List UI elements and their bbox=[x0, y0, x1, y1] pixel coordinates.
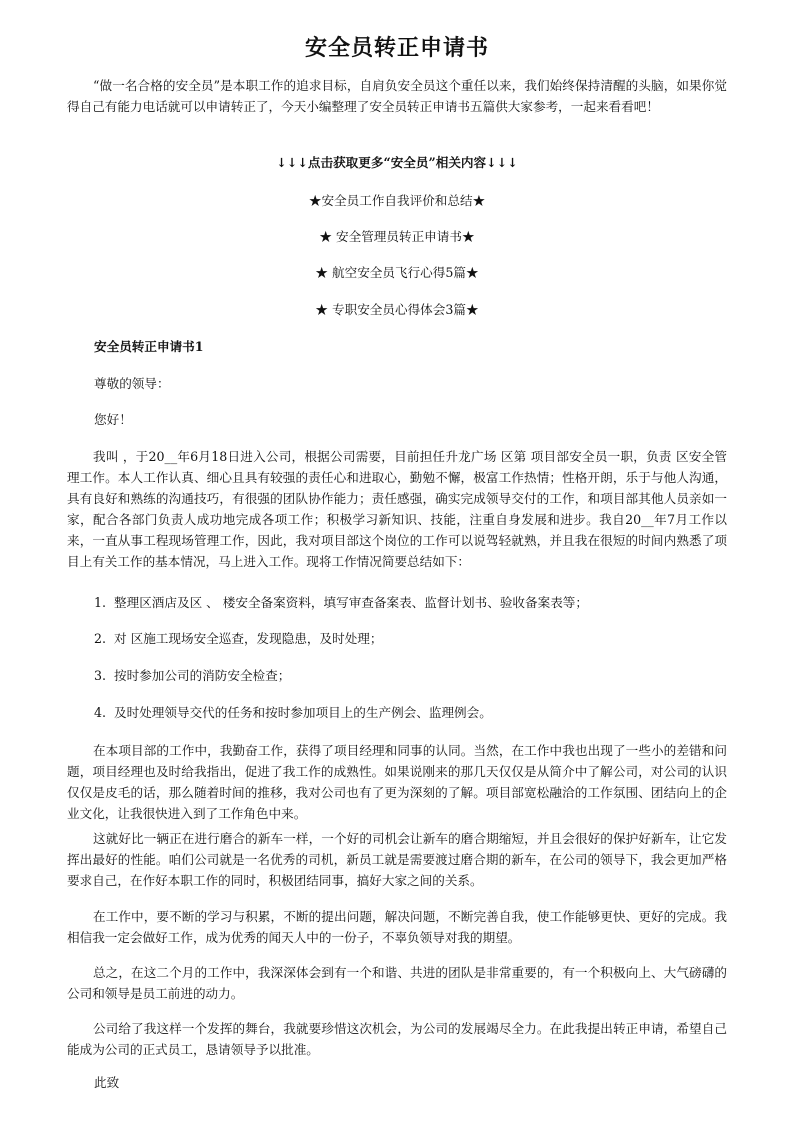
list-item bbox=[94, 666, 734, 686]
body-paragraph-6: 公司给了我这样一个发挥的舞台，我就要珍惜这次机会，为公司的发展竭尽全力。在此我提出转正申请，希望自己能成为公司的正式员工，恳请领导予以批准。 bbox=[67, 1021, 727, 1057]
closing: 此致 bbox=[94, 1075, 120, 1090]
list-number: 4. bbox=[94, 705, 107, 720]
more-content-link[interactable]: ↓↓↓点击获取更多“安全员”相关内容↓↓↓ bbox=[276, 155, 518, 170]
list-text: 及时处理领导交代的任务和按时参加项目上的生产例会、监理例会。 bbox=[114, 705, 492, 720]
related-link-4[interactable]: ★ 专职安全员心得体会3篇★ bbox=[315, 302, 479, 317]
list-text: 对 区施工现场安全巡查，发现隐患，及时处理； bbox=[114, 631, 383, 646]
body-paragraph-2: 在本项目部的工作中，我勤奋工作，获得了项目经理和同事的认同。当然，在工作中我也出现了一些小的差错和问题，项目经理也及时给我指出，促进了我工作的成熟性。如果说刚来的那几天仅仅是从简介中了解公司，对公司的认识仅仅是皮毛的话，那么随着时间的推移，我对公司也有了更为深刻的了解。项目部宽松融洽的工作氛围、团结向上的企业文化，让我很快进入到了工作角色中来。 bbox=[67, 743, 727, 821]
body-paragraph-3: 这就好比一辆正在进行磨合的新车一样，一个好的司机会让新车的磨合期缩短，并且会很好的保护好新车，让它发挥出最好的性能。咱们公司就是一名优秀的司机，新员工就是需要渡过磨合期的新车，在公司的领导下，我会更加严格要求自己，在作好本职工作的同时，积极团结同事，搞好大家之间的关系。 bbox=[67, 831, 727, 888]
body-paragraph-1: 我叫 ，于20__年6月18日进入公司，根据公司需要，目前担任升龙广场 区第 项目部安全员一职，负责 区安全管理工作。本人工作认真、细心且具有较强的责任心和进取心，勤勉不懈，极富工作热情；性格开朗，乐于与他人沟通，具有良好和熟练的沟通技巧，有很强的团队协作能力；责任感强，确实完成领导交付的工作，和项目部其他人员亲如一家，配合各部门负责人成功地完成各项工作；积极学习新知识、技能，注重自身发展和进步。我自20__年7月工作以来，一直从事工程现场管理工作，因此，我对项目部这个岗位的工作可以说驾轻就熟，并且我在很短的时间内熟悉了项目上有关工作的基本情况，马上进入工作。现将工作情况简要总结如下： bbox=[67, 449, 727, 569]
list-number: 2. bbox=[94, 631, 107, 646]
related-link-3[interactable]: ★ 航空安全员飞行心得5篇★ bbox=[315, 265, 479, 280]
greeting: 您好！ bbox=[94, 412, 132, 427]
related-link-2[interactable]: ★ 安全管理员转正申请书★ bbox=[319, 229, 475, 244]
section-heading: 安全员转正申请书1 bbox=[94, 339, 204, 354]
body-paragraph-4: 在工作中，要不断的学习与积累，不断的提出问题，解决问题，不断完善自我，使工作能够更快、更好的完成。我相信我一定会做好工作，成为优秀的闻天人中的一份子，不辜负领导对我的期望。 bbox=[67, 909, 727, 945]
intro-paragraph: “做一名合格的安全员”是本职工作的追求目标，自肩负安全员这个重任以来，我们始终保持清醒的头脑，如果你觉得自己有能力电话就可以申请转正了，今天小编整理了安全员转正申请书五篇供大家参考，一起来看看吧！ bbox=[67, 78, 727, 114]
list-text: 按时参加公司的消防安全检查； bbox=[114, 668, 291, 683]
related-link-1[interactable]: ★安全员工作自我评价和总结★ bbox=[308, 193, 486, 208]
list-text: 整理区酒店及区 、 楼安全备案资料，填写审查备案表、监督计划书、验收备案表等； bbox=[114, 595, 588, 610]
document-title: 安全员转正申请书 bbox=[304, 36, 489, 61]
salutation: 尊敬的领导： bbox=[94, 376, 170, 391]
list-number: 3. bbox=[94, 668, 107, 683]
list-number: 1. bbox=[94, 595, 107, 610]
list-item bbox=[94, 629, 734, 649]
list-item bbox=[94, 593, 734, 613]
list-item bbox=[94, 703, 734, 723]
body-paragraph-5: 总之，在这二个月的工作中，我深深体会到有一个和谐、共进的团队是非常重要的，有一个积极向上、大气磅礴的公司和领导是员工前进的动力。 bbox=[67, 965, 727, 1001]
